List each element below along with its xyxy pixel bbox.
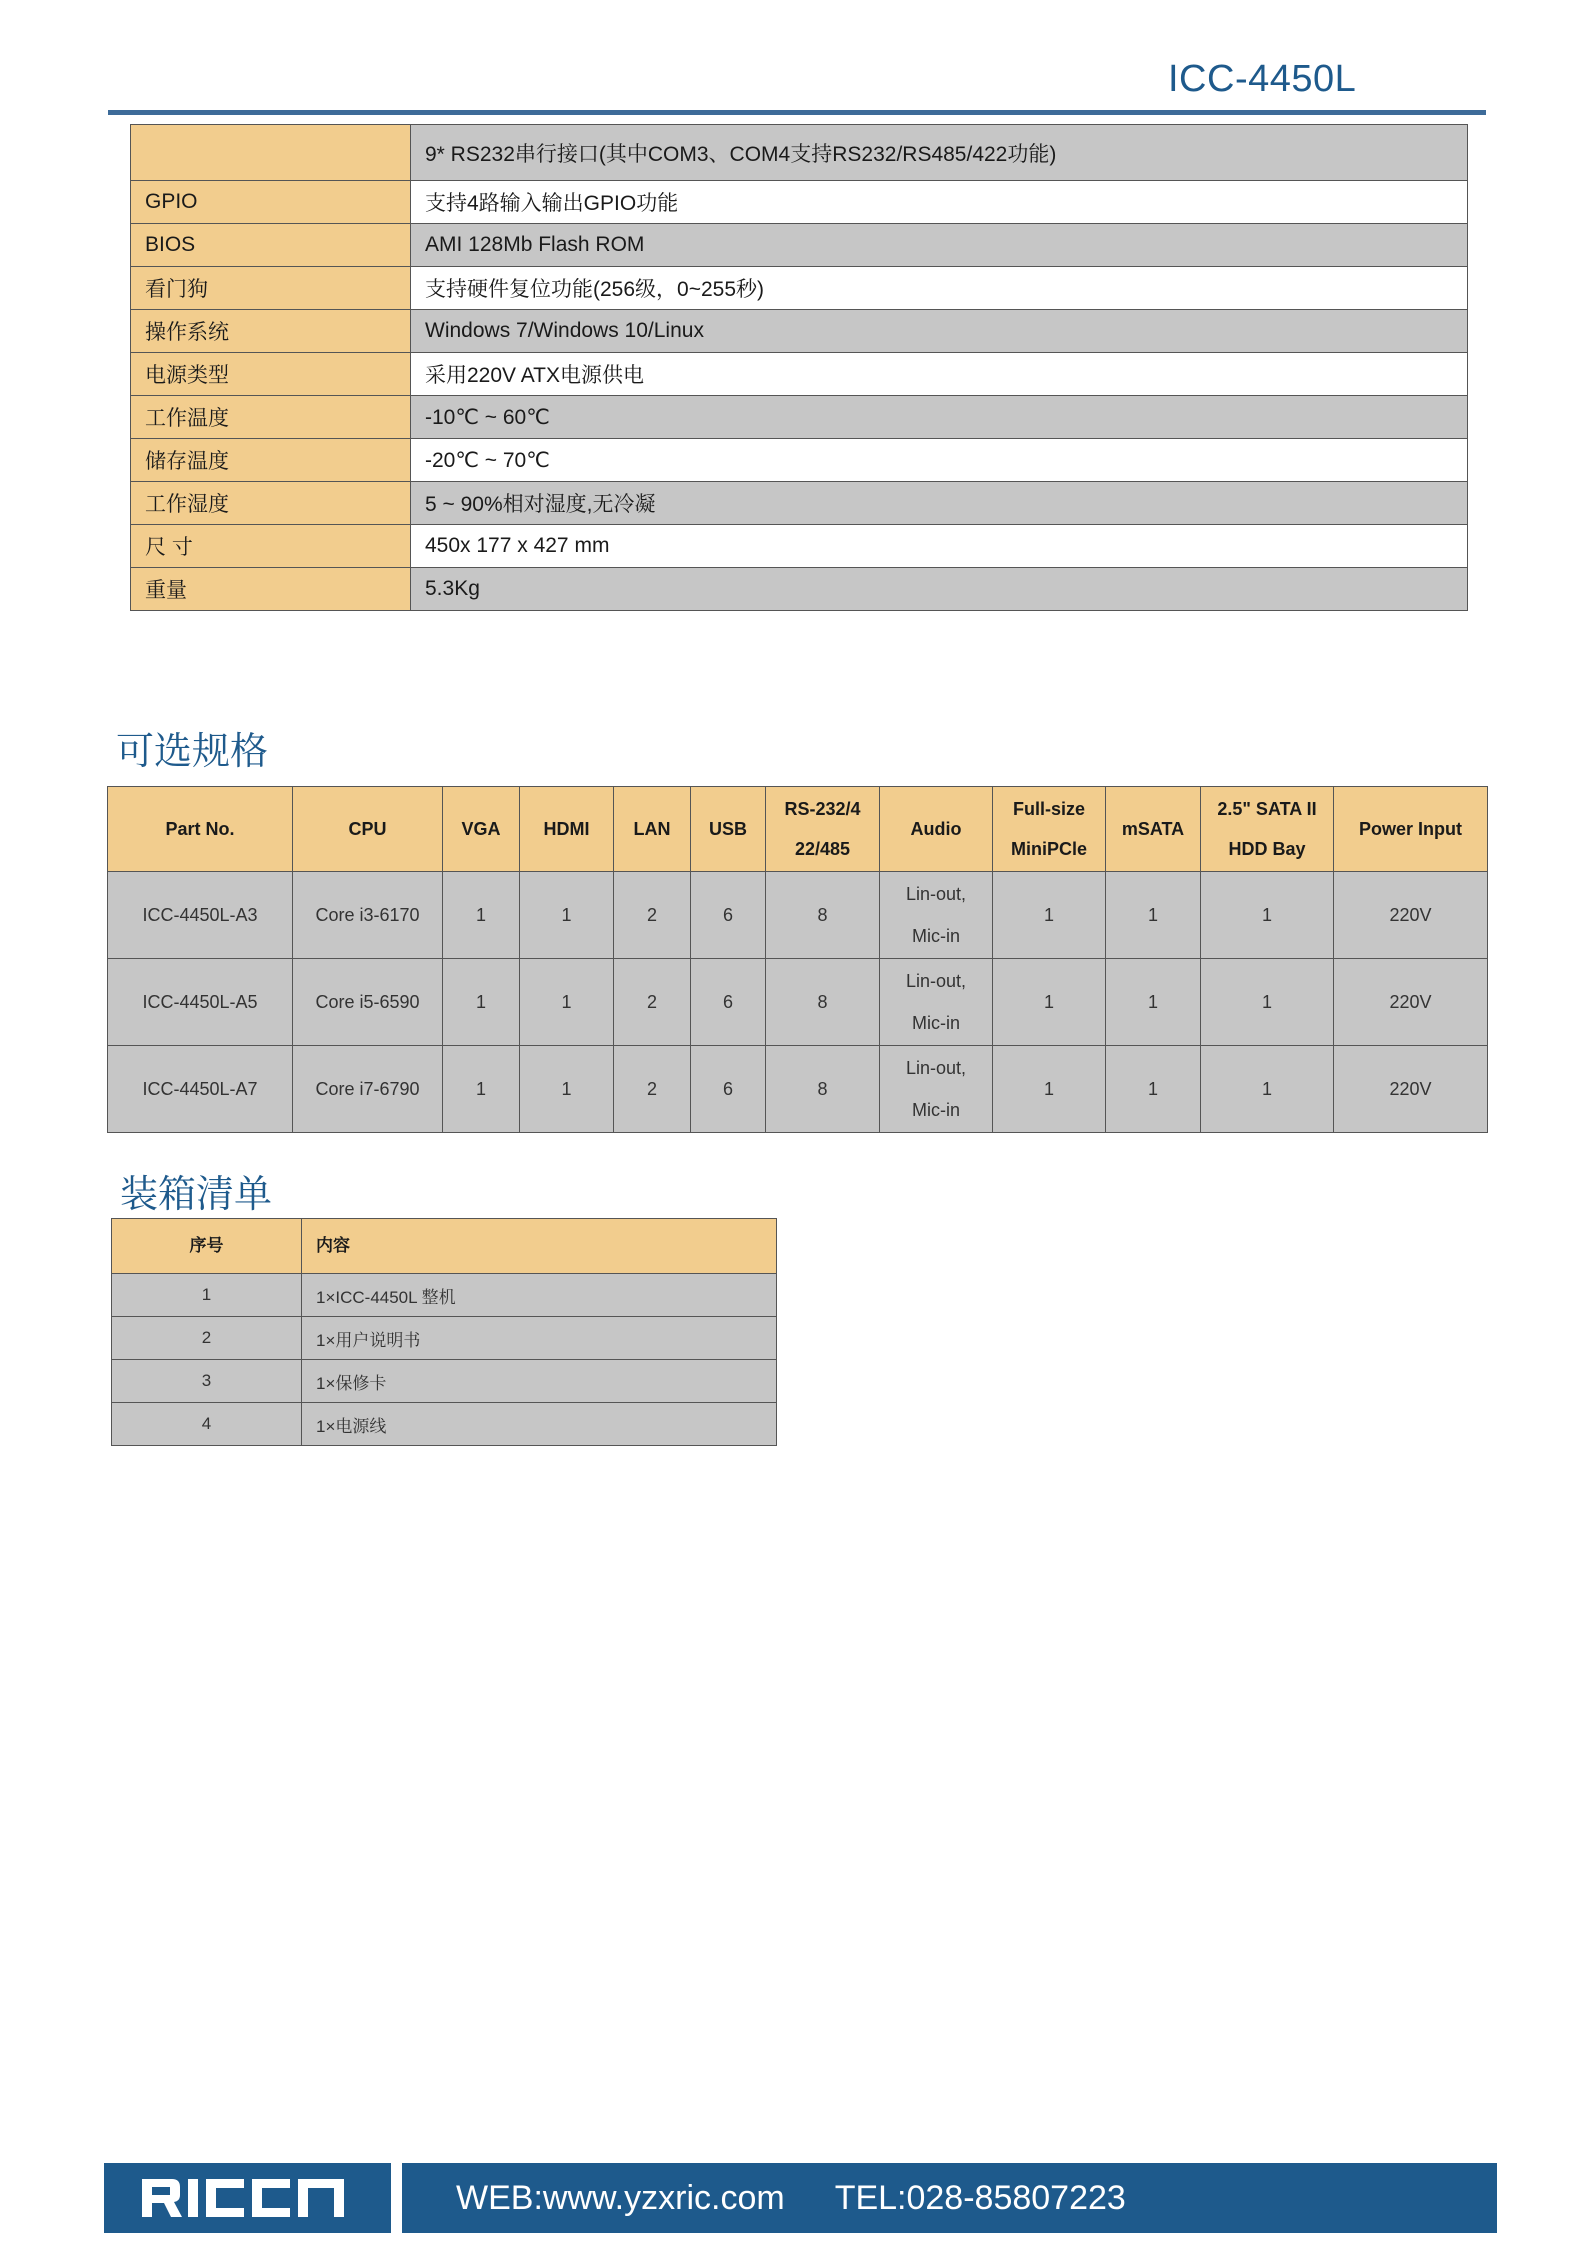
table-row: [108, 1046, 1488, 1133]
table-row: [112, 1274, 777, 1317]
spec-value: 采用220V ATX电源供电: [411, 353, 1468, 396]
col-header-line: RS-232/4: [784, 799, 861, 819]
spec-value: -20℃ ~ 70℃: [411, 439, 1468, 482]
cell-audio-line: Mic-in: [912, 1013, 960, 1033]
cell-usb: 6: [691, 872, 766, 959]
table-row: [131, 125, 1468, 181]
options-table: [107, 786, 1488, 1133]
col-header-line: HDD Bay: [1228, 839, 1306, 859]
cell-audio: [880, 1046, 993, 1133]
cell-hdmi: 1: [520, 1046, 614, 1133]
cell-audio: [880, 959, 993, 1046]
cell-part-no: ICC-4450L-A5: [108, 959, 293, 1046]
cell-hdd-bay: 1: [1201, 959, 1334, 1046]
table-row: [108, 959, 1488, 1046]
spec-key: 尺 寸: [131, 525, 411, 568]
cell-hdmi: 1: [520, 959, 614, 1046]
col-header-line: Full-size: [1012, 799, 1085, 819]
cell-power: 220V: [1334, 959, 1488, 1046]
cell-rs232: 8: [766, 1046, 880, 1133]
table-row: [112, 1360, 777, 1403]
cell-power: 220V: [1334, 872, 1488, 959]
table-row: [131, 525, 1468, 568]
cell-no: 4: [112, 1403, 302, 1446]
spec-key: [131, 125, 411, 181]
table-row: [131, 396, 1468, 439]
col-header-line: MiniPCle: [1010, 839, 1087, 859]
cell-minipcie: 1: [993, 1046, 1106, 1133]
cell-vga: 1: [443, 959, 520, 1046]
cell-audio: [880, 872, 993, 959]
col-header: mSATA: [1106, 787, 1201, 872]
col-header-line: 2.5" SATA II: [1217, 799, 1317, 819]
company-logo: [104, 2163, 391, 2233]
col-header: Audio: [880, 787, 993, 872]
col-header: [993, 787, 1106, 872]
spec-key: 工作湿度: [131, 482, 411, 525]
spec-table: [130, 124, 1468, 611]
cell-content: 1×电源线: [302, 1403, 777, 1446]
cell-msata: 1: [1106, 959, 1201, 1046]
cell-minipcie: 1: [993, 872, 1106, 959]
cell-content: 1×用户说明书: [302, 1317, 777, 1360]
cell-audio-line: Lin-out,: [905, 971, 967, 991]
packing-table: [111, 1218, 777, 1446]
cell-rs232: 8: [766, 959, 880, 1046]
cell-vga: 1: [443, 872, 520, 959]
footer-web[interactable]: WEB:www.yzxric.com: [456, 2178, 785, 2217]
table-row: [131, 181, 1468, 224]
table-header-row: [112, 1219, 777, 1274]
cell-hdd-bay: 1: [1201, 1046, 1334, 1133]
footer-contact-bar: [402, 2163, 1497, 2233]
table-row: [131, 353, 1468, 396]
spec-value: Windows 7/Windows 10/Linux: [411, 310, 1468, 353]
riccn-logo-icon: [138, 2173, 358, 2223]
col-header: VGA: [443, 787, 520, 872]
header-rule: [108, 110, 1486, 115]
col-header-content: 内容: [302, 1219, 777, 1274]
col-header: Part No.: [108, 787, 293, 872]
col-header-no: 序号: [112, 1219, 302, 1274]
cell-lan: 2: [614, 1046, 691, 1133]
spec-value: -10℃ ~ 60℃: [411, 396, 1468, 439]
cell-audio-line: Lin-out,: [905, 884, 967, 904]
cell-rs232: 8: [766, 872, 880, 959]
spec-key: 工作温度: [131, 396, 411, 439]
packing-section-title: 装箱清单: [120, 1174, 273, 1216]
spec-value: AMI 128Mb Flash ROM: [411, 224, 1468, 267]
spec-value: 450x 177 x 427 mm: [411, 525, 1468, 568]
cell-no: 1: [112, 1274, 302, 1317]
spec-value: 5 ~ 90%相对湿度,无冷凝: [411, 482, 1468, 525]
table-row: [131, 224, 1468, 267]
col-header: Power Input: [1334, 787, 1488, 872]
cell-cpu: Core i7-6790: [293, 1046, 443, 1133]
cell-minipcie: 1: [993, 959, 1106, 1046]
cell-cpu: Core i3-6170: [293, 872, 443, 959]
spec-value: 支持硬件复位功能(256级，0~255秒): [411, 267, 1468, 310]
spec-key: 操作系统: [131, 310, 411, 353]
col-header: [766, 787, 880, 872]
cell-no: 2: [112, 1317, 302, 1360]
table-row: [131, 482, 1468, 525]
col-header-line: 22/485: [794, 839, 851, 859]
model-title: ICC-4450L: [1168, 58, 1357, 100]
cell-part-no: ICC-4450L-A3: [108, 872, 293, 959]
cell-vga: 1: [443, 1046, 520, 1133]
col-header: [1201, 787, 1334, 872]
table-row: [131, 310, 1468, 353]
table-row: [131, 439, 1468, 482]
cell-no: 3: [112, 1360, 302, 1403]
col-header: USB: [691, 787, 766, 872]
options-section-title: 可选规格: [116, 731, 269, 773]
spec-key: BIOS: [131, 224, 411, 267]
table-row: [112, 1403, 777, 1446]
cell-audio-line: Mic-in: [912, 1100, 960, 1120]
cell-content: 1×保修卡: [302, 1360, 777, 1403]
cell-lan: 2: [614, 872, 691, 959]
spec-value: 支持4路输入输出GPIO功能: [411, 181, 1468, 224]
cell-part-no: ICC-4450L-A7: [108, 1046, 293, 1133]
cell-audio-line: Lin-out,: [905, 1058, 967, 1078]
footer-tel: TEL:028-85807223: [834, 2178, 1126, 2217]
spec-value: 9* RS232串行接口(其中COM3、COM4支持RS232/RS485/422功能): [411, 125, 1468, 181]
spec-value: 5.3Kg: [411, 568, 1468, 611]
table-row: [131, 267, 1468, 310]
cell-lan: 2: [614, 959, 691, 1046]
cell-msata: 1: [1106, 872, 1201, 959]
cell-audio-line: Mic-in: [912, 926, 960, 946]
spec-key: 储存温度: [131, 439, 411, 482]
col-header: HDMI: [520, 787, 614, 872]
table-row: [112, 1317, 777, 1360]
cell-hdd-bay: 1: [1201, 872, 1334, 959]
cell-hdmi: 1: [520, 872, 614, 959]
spec-key: GPIO: [131, 181, 411, 224]
col-header: CPU: [293, 787, 443, 872]
spec-key: 电源类型: [131, 353, 411, 396]
table-header-row: [108, 787, 1488, 872]
spec-key: 看门狗: [131, 267, 411, 310]
cell-msata: 1: [1106, 1046, 1201, 1133]
table-row: [108, 872, 1488, 959]
cell-content: 1×ICC-4450L 整机: [302, 1274, 777, 1317]
spec-key: 重量: [131, 568, 411, 611]
table-row: [131, 568, 1468, 611]
cell-cpu: Core i5-6590: [293, 959, 443, 1046]
cell-usb: 6: [691, 1046, 766, 1133]
col-header: LAN: [614, 787, 691, 872]
cell-power: 220V: [1334, 1046, 1488, 1133]
cell-usb: 6: [691, 959, 766, 1046]
